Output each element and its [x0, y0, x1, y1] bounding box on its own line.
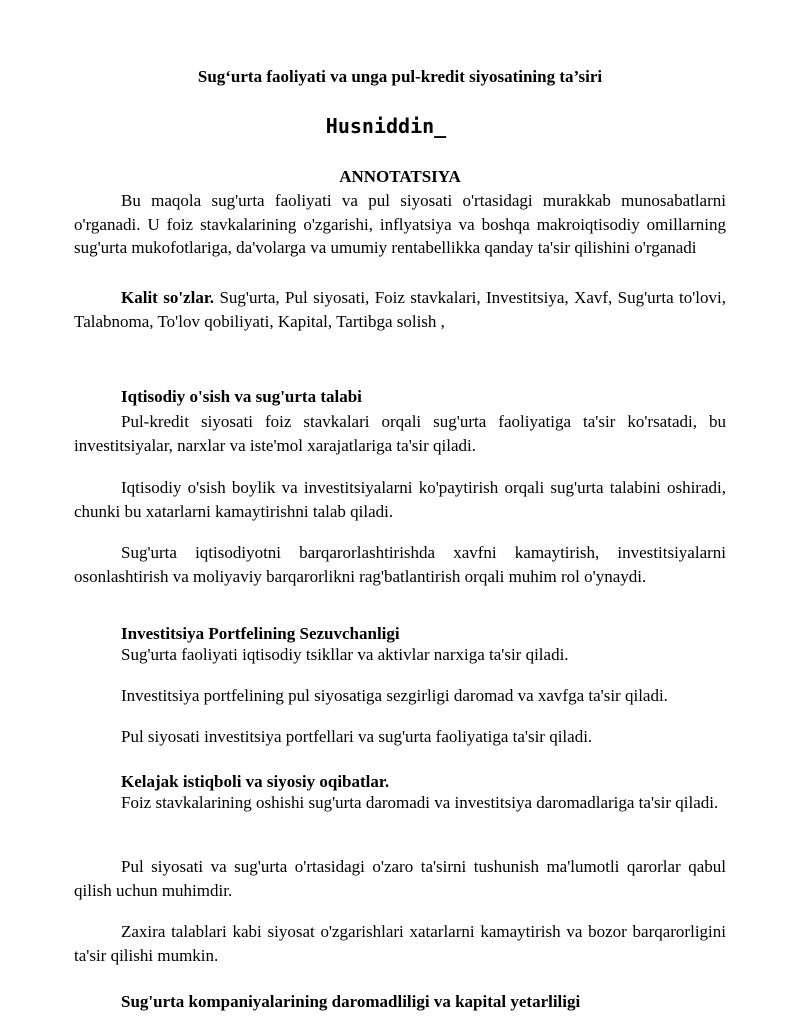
section-heading-future-outlook: Kelajak istiqboli va siyosiy oqibatlar. — [121, 772, 390, 791]
paragraph: Investitsiya portfelining pul siyosatiga sezgirligi daromad va xavfga ta'sir qiladi. — [121, 686, 668, 705]
paragraph: Foiz stavkalarining oshishi sug'urta daromadi va investitsiya daromadlariga ta'sir qiladi. — [121, 793, 719, 812]
paragraph: Pul siyosati va sug'urta o'rtasidagi o'zaro ta'sirni tushunish ma'lumotli qarorlar qabul qilish uchun muhimdir. — [74, 857, 726, 900]
paragraph: Pul-kredit siyosati foiz stavkalari orqali sug'urta faoliyatiga ta'sir ko'rsatadi, bu investitsiyalar, narxlar va iste'mol xarajatlariga ta'sir qiladi. — [74, 412, 726, 455]
keywords-label: Kalit so'zlar. — [121, 288, 215, 307]
section-heading-profitability: Sug'urta kompaniyalarining daromadliligi va kapital yetarliligi — [121, 992, 581, 1011]
keywords-paragraph — [74, 286, 726, 333]
author-name: Husniddin_ — [325, 114, 447, 138]
keywords-text: Sug'urta, Pul siyosati, Foiz stavkalari, Investitsiya, Xavf, Sug'urta to'lovi, Talabnoma, To'lov qobiliyati, Kapital, Tartibga solish , — [74, 288, 726, 331]
paragraph: Pul siyosati investitsiya portfellari va sug'urta faoliyatiga ta'sir qiladi. — [121, 727, 593, 746]
paragraph: Sug'urta faoliyati iqtisodiy tsikllar va aktivlar narxiga ta'sir qiladi. — [121, 645, 569, 664]
paragraph: Zaxira talablari kabi siyosat o'zgarishlari xatarlarni kamaytirish va bozor barqarorligini ta'sir qilishi mumkin. — [74, 922, 726, 965]
section-heading-portfolio-sensitivity: Investitsiya Portfelining Sezuvchanligi — [121, 624, 400, 643]
section-heading-economic-growth: Iqtisodiy o'sish va sug'urta talabi — [121, 387, 362, 406]
annotation-paragraph: Bu maqola sug'urta faoliyati va pul siyosati o'rtasidagi murakkab munosabatlarni o'rganadi. U foiz stavkalarining o'zgarishi, inflyatsiya va boshqa makroiqtisodiy omillarning sug'urta mukofotlariga, da'volarga va umumiy rentabellikka qanday ta'sir qilishini o'rganadi — [74, 191, 726, 257]
annotation-heading: ANNOTATSIYA — [339, 167, 461, 186]
paragraph: Sug'urta iqtisodiyotni barqarorlashtirishda xavfni kamaytirish, investitsiyalarni osonlashtirish va moliyaviy barqarorlikni rag'batlantirish orqali muhim rol o'ynaydi. — [74, 543, 726, 586]
paragraph: Iqtisodiy o'sish boylik va investitsiyalarni ko'paytirish orqali sug'urta talabini oshiradi, chunki bu xatarlarni kamaytirishni talab qiladi. — [74, 478, 726, 521]
document-title: Sug‘urta faoliyati va unga pul-kredit siyosatining ta’siri — [197, 67, 603, 86]
